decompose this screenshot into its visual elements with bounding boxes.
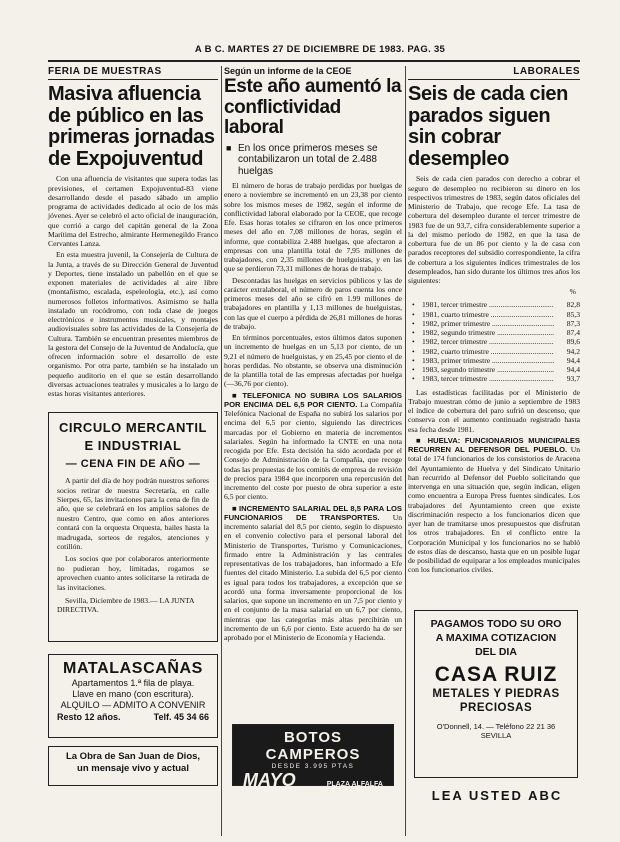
ad-place: PLAZA ALFALFA: [326, 781, 383, 788]
section-feria: FERIA DE MUESTRAS: [48, 66, 218, 80]
item-text: Un total de 174 funcionarios de los consistorios de Aracena del Ayuntamiento de Huelva y del Sindicato Unitario han recurrido al Defensor del Pueblo solicitando que intervenga en una situación que, según indican, eligen como encuentra a Europa Press fuentes sindicales. Los trabajadores del Ayuntamiento creen que existe discriminación respecto a los funcionarios dicen que ayer han de tramitarse unos presupuestos que disfrutan los otros trabajadores. En el conflicto entre la Corporación Municipal y los funcionarios no se habló de estos días de descanso, hasta que en un posible lugar de posibilidad de equiparar a los empleados municipales con los funcionarios civiles.: [408, 445, 581, 575]
item-kicker: HUELVA: FUNCIONARIOS MUNICIPALES RECURREN AL DEFENSOR DEL PUEBLO.: [408, 435, 580, 455]
ad-price: DESDE 3.995 PTAS: [271, 763, 355, 770]
left-column: [48, 66, 218, 400]
ad-line: PRECIOSAS: [459, 702, 533, 715]
ad-title: BOTOS CAMPEROS: [265, 729, 361, 763]
header-rule: [48, 60, 580, 62]
article-parados: [408, 174, 580, 285]
headline-expojuventud: Masiva afluencia de público en las primeras jornadas de Expojuventud: [48, 83, 215, 170]
list-item: • 1983, segundo trimestre ..... 94,4: [412, 365, 580, 374]
paragraph: Las estadísticas facilitadas por el Ministerio de Trabajo muestran cómo de junio a septiembre de 1983 el índice de cobertura del paro sufrió un descenso, que conserva con el aumento continuado registrado hasta esa fecha desde 1981.: [408, 387, 580, 434]
paragraph: En términos porcentuales, estos últimos datos suponen un incremento de huelgas en un 5,13 por ciento, de un 9,21 el número de huelguistas, y en 25,45 por ciento el de horas perdidas. No obstante, se observa una disminución de la plantilla total de las empresas afectadas por huelga (—36,76 por ciento).: [224, 333, 402, 389]
list-item: • 1983, primer trimestre ..... 94,4: [412, 356, 580, 365]
item-kicker: TELEFONICA NO SUBIRA LOS SALARIOS POR ENCIMA DEL 6,5 POR CIENTO.: [224, 390, 402, 409]
paragraph: En esta muestra juvenil, la Consejería de Cultura de la Junta, a través de su Dirección General de Juventud y Deportes, tiene instalado un pabellón en el que se exponen materiales de actividades al aire libre (montañismo, escalada, espeleología, etc.), así como numerosos folletos informativos. Asimismo se halla instalado un rocódromo, con toda clase de juegos electrónicos e instrumentos musicales, y montajes audiovisuales sobre las actividades de la Consejería de Cultura. También se encuentran presentes miembros de la gestora del Consejo de la Juventud de Andalucía, que ofrecen información sobre el desarrollo de este organismo. Por otra parte, también se ha instalado un pequeño auditorio en el que se están desarrollando diversas actuaciones teatrales y musicales a lo largo de estas horas visitantes anteriores.: [48, 250, 218, 399]
ad-line: Apartamentos 1.ª fila de playa.: [71, 678, 195, 688]
news-item-telefonica: ■ TELEFONICA NO SUBIRA LOS SALARIOS POR ENCIMA DEL 6,5 POR CIENTO. La Compañía Telefónica Nacional de España no subirá los salarios por encima del 6,5 por ciento, siguiendo las directrices marcadas por el Gobierno en materia de incrementos salariales. Según ha informado la CNTE en una nota recogida por Efe. Esta decisión ha sido acordada por el Consejo de Administración de la Compañía, que recoge todas las propuestas de los comités de empresa de revisión de precios para 1984 que incorporen una repercusión del incremento del coste por puesto de obra superior a este 6,5 por ciento.: [224, 390, 402, 502]
list-item: • 1981, tercer trimestre ..... 82,8: [412, 300, 580, 309]
list-item: • 1982, tercer trimestre ..... 89,6: [412, 337, 580, 346]
ad-title: E INDUSTRIAL: [84, 437, 182, 453]
ad-line: DEL DIA: [475, 646, 517, 659]
item-kicker: INCREMENTO SALARIAL DEL 8,5 PARA LOS FUNCIONARIOS DE TRANSPORTES.: [224, 503, 402, 522]
ad-circulo-mercantil: [48, 412, 218, 642]
ad-botos-camperos: [232, 724, 394, 790]
article-conflictividad: [224, 181, 402, 642]
page-header: A B C. MARTES 27 DE DICIEMBRE DE 1983. PAG. 35: [194, 44, 446, 55]
paragraph: Los socios que por colaboraros anteriormente no pudieran hoy, limitadas, rogamos se aprovechen cuanto antes solicitarse la retirada de las invitaciones.: [57, 554, 209, 592]
ad-subtitle: — CENA FIN DE AÑO —: [65, 458, 201, 471]
ad-line: A MAXIMA COTIZACION: [435, 632, 557, 645]
coverage-list: [412, 300, 580, 383]
ad-line: ALQUILO — ADMITO A CONVENIR: [60, 699, 206, 710]
list-item: • 1982, cuarto trimestre ..... 94,2: [412, 347, 580, 356]
paragraph: Seis de cada cien parados con derecho a cobrar el seguro de desempleo no recibieron su dinero en los respectivos trimestres de 1983, según datos oficiales del Ministerio de Trabajo, que recoge Efe. La tasa de cobertura del desempleo durante el tercer trimestre de 1983 fue de un 93,7, cifra considerablemente superior a la del mismo período de 1982, en que la tasa de cobertura fue de un 86 por ciento y la de casa con parados receptores del subsidio correspondiente, la cifra de cobertura a los siguientes índices trimestrales de los desempleados, han sido durante los últimos tres años los siguientes:: [408, 174, 580, 286]
ad-casa-ruiz: [414, 610, 578, 778]
item-text: Un incremento salarial del 8,5 por ciento, según lo dispuesto en el convenio colectivo para el personal laboral del Ministerio de Transportes, Turismo y Comunicaciones, firmado entre la Administración y las centrales representativas de los trabajadores, han informado a Efe fuentes del citado Ministerio. La subida del 6,5 por ciento es igual para todos los trabajadores, a excepción que se acordó una forma inversamente proporcional de los salarios, que supone un incremento en un 7,5 por ciento y en el conjunto de la masa salarial en un 6,7 por ciento, mientras que las categorías más altas percibirán un incremento de un 6,6 por ciento. Este acuerdo ha de ser aprobado por el Ministerio de Economía y Hacienda.: [224, 512, 402, 643]
paragraph: A partir del día de hoy podrán nuestros señores socios retirar de nuestra Secretaría, en calle Sierpes, 65, las invitaciones para la cena de fin de año, que se celebrará en los amplios salones de nuestro Centro, que como en años anteriores contará con la orquesta Orquesta, bailes hasta la madrugada, sorteos de regalos, atenciones y cotillón.: [57, 476, 209, 551]
headline-parados: Seis de cada cien parados siguen sin cobrar desempleo: [408, 83, 568, 170]
ad-line: METALES Y PIEDRAS: [432, 687, 560, 700]
list-item: • 1983, tercer trimestre ..... 93,7: [412, 374, 580, 383]
ad-contact-row: [57, 712, 209, 722]
list-item: • 1982, primer trimestre ..... 87,3: [412, 319, 580, 328]
ad-term: Resto 12 años.: [57, 712, 121, 723]
subheadline: ■ En los once primeros meses se contabilizaron un total de 2.488 huelgas: [238, 143, 402, 178]
ad-line: PAGAMOS TODO SU ORO: [430, 618, 562, 630]
paragraph: Con una afluencia de visitantes que supera todas las previsiones, el certamen Expojuventud-83 viene desarrollando desde el pasado sábado un amplio programa de actividades dedicado al ocio de los más jóvenes. Ayer se celebró el acto oficial de inauguración, que corrió a cargo del capitán general de la Zona Marítima del Estrecho, almirante Hermenegildo Franco Cervantes Lanza.: [48, 174, 218, 249]
paragraph: Descontadas las huelgas en servicios públicos y las de carácter extralaboral, el número de paros cuenta los once primeros meses del año se cifró en 1.99 millones de trabajadores en plantilla y 1,13 millones de huelguistas, con las que el cuerpo a pérdida de 26,81 millones de horas de trabajo.: [224, 275, 402, 331]
article-kicker: Según un informe de la CEOE: [224, 66, 352, 76]
ad-brand: MAYO: [243, 770, 296, 790]
ad-matalascanas: [48, 654, 218, 738]
ad-brand-row: [237, 770, 389, 791]
news-item-transportes: ■ INCREMENTO SALARIAL DEL 8,5 PARA LOS FUNCIONARIOS DE TRANSPORTES. Un incremento salarial del 8,5 por ciento, según lo dispuesto en el convenio colectivo para el personal laboral del Ministerio de Transportes, Turismo y Comunicaciones, firmado entre la Administración y las centrales representativas de los trabajadores, han informado a Efe fuentes del citado Ministerio. La subida del 6,5 por ciento es igual para todos los trabajadores, a excepción que se acordó una forma inversamente proporcional de los salarios, que supone un incremento en un 7,5 por ciento y en el conjunto de la masa salarial en un 6,7 por ciento, mientras que las categorías más altas percibirán un incremento de un 6,6 por ciento. Este acuerdo ha de ser aprobado por el Ministerio de Economía y Hacienda.: [224, 503, 402, 643]
item-text: La Compañía Telefónica Nacional de España no subirá los salarios por encima del 6,5 por ciento, siguiendo las directrices marcadas por el Gobierno en materia de incrementos salariales. Según ha informado la CNTE en una nota recogida por Efe. Esta decisión ha sido acordada por el Consejo de Administración de la Compañía, que recoge todas las propuestas de los comités de empresa de revisión de precios para 1984 que incorporen una repercusión del incremento del coste por puesto de obra superior a este 6,5 por ciento.: [224, 399, 402, 502]
ad-title: MATALASCAÑAS: [63, 660, 203, 677]
list-header: %: [569, 287, 576, 297]
ad-obra-san-juan: [48, 746, 218, 786]
news-item-huelva: ■ HUELVA: FUNCIONARIOS MUNICIPALES RECURREN AL DEFENSOR DEL PUEBLO. Un total de 174 funcionarios de los consistorios de Aracena del Ayuntamiento de Huelva y del Sindicato Unitario han recurrido al Defensor del Pueblo solicitando que intervenga en una situación que, según indican, eligen como encuentra a Europa Press fuentes sindicales. Los trabajadores del Ayuntamiento creen que existe discriminación respecto a los funcionarios dicen que ayer han de tramitarse unos presupuestos que disfrutan los otros trabajadores. En el conflicto entre la Corporación Municipal y los funcionarios no se habló de estos días de descanso, hasta que en un posible lugar de posibilidad de equiparar a los empleados municipales con los funcionarios civiles.: [408, 435, 581, 575]
article-expojuventud: [48, 174, 218, 398]
paragraph: El número de horas de trabajo perdidas por huelgas de enero a noviembre se incrementó en un 23,38 por ciento sobre los mismos meses de 1982, según el informe de conflictividad laboral elaborado por la CEOE, que recoge Efe. Esas horas totales se cifraron en los once primeros meses del año en 7,08 millones de horas, según el informe, que contabiliza 2.488 huelgas, que afectaron a empresas con una plantilla total de 7,95 millones de trabajadores, con 2,35 millones de huelguistas, y en las que se perdieron 73,31 millones de horas de trabajo.: [224, 181, 402, 274]
list-item: • 1981, cuarto trimestre ..... 85,3: [412, 310, 580, 319]
column-rule-1: [221, 66, 222, 836]
ad-body: [57, 476, 209, 592]
ad-phone: Telf. 45 34 66: [153, 712, 209, 723]
section-laborales: LABORALES: [408, 66, 580, 80]
ad-brand: CASA RUIZ: [434, 662, 558, 686]
middle-column: [224, 66, 402, 644]
ad-line: Llave en mano (con escritura).: [72, 688, 194, 699]
ad-title: CIRCULO MERCANTIL: [59, 420, 207, 435]
ad-address: O'Donnell, 14. — Teléfono 22 21 36: [436, 722, 556, 732]
ad-line: un mensaje vivo y actual: [77, 763, 189, 775]
footer-slogan: LEA USTED ABC: [431, 788, 563, 803]
list-item: • 1982, segundo trimestre ..... 87,4: [412, 328, 580, 337]
right-column: [408, 66, 580, 577]
column-rule-2: [405, 66, 406, 836]
headline-conflictividad: Este año aumentó la conflictividad laboral: [224, 76, 402, 139]
article-parados-cont: [408, 388, 580, 575]
ad-line: La Obra de San Juan de Dios,: [65, 751, 201, 762]
ad-signature: Sevilla, Diciembre de 1983.— LA JUNTA DIRECTIVA.: [57, 595, 195, 614]
ad-city: SEVILLA: [480, 731, 512, 741]
